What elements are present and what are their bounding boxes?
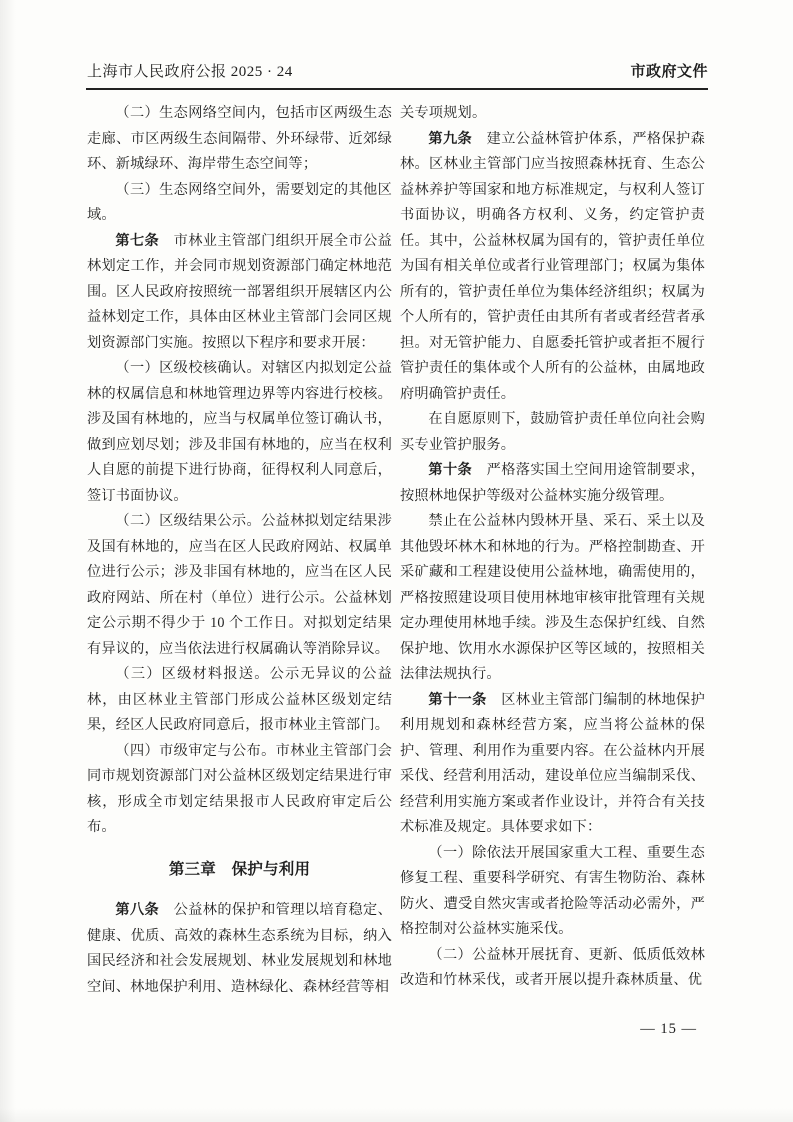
page-header [87, 60, 708, 81]
paragraph: （三）生态网络空间外，需要划定的其他区域。 [87, 181, 392, 223]
paragraph: 第十条 严格落实国土空间用途管制要求，按照林地保护等级对公益林实施分级管理。 [400, 462, 705, 504]
paragraph: 关专项规划。 [400, 105, 487, 121]
paragraph: （一）区级校核确认。对辖区内拟划定公益林的权属信息和林地管理边界等内容进行校核。涉及国有林地的，应当与权属单位签订确认书，做到应划尽划；涉及非国有林地的，应当在权利人自愿的前提下进行协商，征得权利人同意后，签订书面协议。 [87, 360, 392, 504]
scan-edge-shade-bottom [0, 1108, 793, 1122]
column-left [87, 101, 392, 1000]
page-footer [400, 1021, 705, 1038]
column-right [400, 101, 705, 994]
gazette-title: 上海市人民政府公报 2025 · 24 [87, 64, 293, 80]
section-label: 市政府文件 [630, 64, 708, 80]
chapter-heading: 第三章 保护与利用 [168, 860, 311, 878]
article-number: 第八条 [115, 902, 160, 918]
article-number: 第九条 [428, 130, 473, 147]
paragraph: （二）生态网络空间内，包括市区两级生态走廊、市区两级生态间隔带、外环绿带、近郊绿环、新城绿环、海岸带生态空间等； [87, 105, 392, 172]
paragraph: 第七条 市林业主管部门组织开展全市公益林划定工作，并会同市规划资源部门确定林地范围。区人民政府按照统一部署组织开展辖区内公益林划定工作，具体由区林业主管部门会同区规划资源部门实施。按照以下程序和要求开展： [87, 232, 392, 351]
paragraph: 禁止在公益林内毁林开垦、采石、采土以及其他毁坏林木和林地的行为。严格控制勘查、开采矿藏和工程建设使用公益林地，确需使用的，严格按照建设项目使用林地审核审批管理有关规定办理使用林地手续。涉及生态保护红线、自然保护地、饮用水水源保护区等区域的，按照相关法律法规执行。 [400, 513, 705, 682]
paragraph: （二）区级结果公示。公益林拟划定结果涉及国有林地的，应当在区人民政府网站、权属单位进行公示；涉及非国有林地的，应当在区人民政府网站、所在村（单位）进行公示。公益林划定公示期不得少于 10 个工作日。对拟划定结果有异议的，应当依法进行权属确认等消除异议。 [87, 513, 392, 657]
paragraph: 第十一条 区林业主管部门编制的林地保护利用规划和森林经营方案，应当将公益林的保护、管理、利用作为重要内容。在公益林内开展采伐、经营利用活动，建设单位应当编制采伐、经营利用实施方案或者作业设计，并符合有关技术标准及规定。具体要求如下： [400, 691, 705, 835]
page-number: — 15 — [640, 1021, 697, 1037]
paragraph: 第九条 建立公益林管护体系，严格保护森林。区林业主管部门应当按照森林抚育、生态公益林养护等国家和地方标准规定，与权利人签订书面协议，明确各方权利、义务，约定管护责任。其中，公益林权属为国有的，管护责任单位为国有相关单位或者行业管理部门；权属为集体所有的，管护责任单位为集体经济组织；权属为个人所有的，管护责任由其所有者或者经营者承担。对无管护能力、自愿委托管护或者拒不履行管护责任的集体或个人所有的公益林，由属地政府明确管护责任。 [400, 130, 705, 402]
article-number: 第十条 [428, 462, 473, 478]
scan-edge-shade-left [0, 0, 16, 1122]
paragraph: 第八条 公益林的保护和管理以培育稳定、健康、优质、高效的森林生态系统为目标，纳入国民经济和社会发展规划、林业发展规划和林地空间、林地保护利用、造林绿化、森林经营等相 [87, 902, 392, 995]
paragraph: （三）区级材料报送。公示无异议的公益林，由区林业主管部门形成公益林区级划定结果，经区人民政府同意后，报市林业主管部门。 [87, 666, 392, 733]
paragraph: （一）除依法开展国家重大工程、重要生态修复工程、重要科学研究、有害生物防治、森林防火、遭受自然灾害或者抢险等活动必需外，严格控制对公益林实施采伐。 [400, 844, 705, 937]
header-rule [86, 88, 708, 90]
paragraph: 在自愿原则下，鼓励管护责任单位向社会购买专业管护服务。 [400, 411, 705, 453]
article-number: 第七条 [115, 232, 160, 249]
paragraph: （四）市级审定与公布。市林业主管部门会同市规划资源部门对公益林区级划定结果进行审核，形成全市划定结果报市人民政府审定后公布。 [87, 742, 392, 835]
paragraph: （二）公益林开展抚育、更新、低质低效林改造和竹林采伐，或者开展以提升森林质量、优 [400, 946, 705, 988]
article-number: 第十一条 [428, 691, 487, 708]
